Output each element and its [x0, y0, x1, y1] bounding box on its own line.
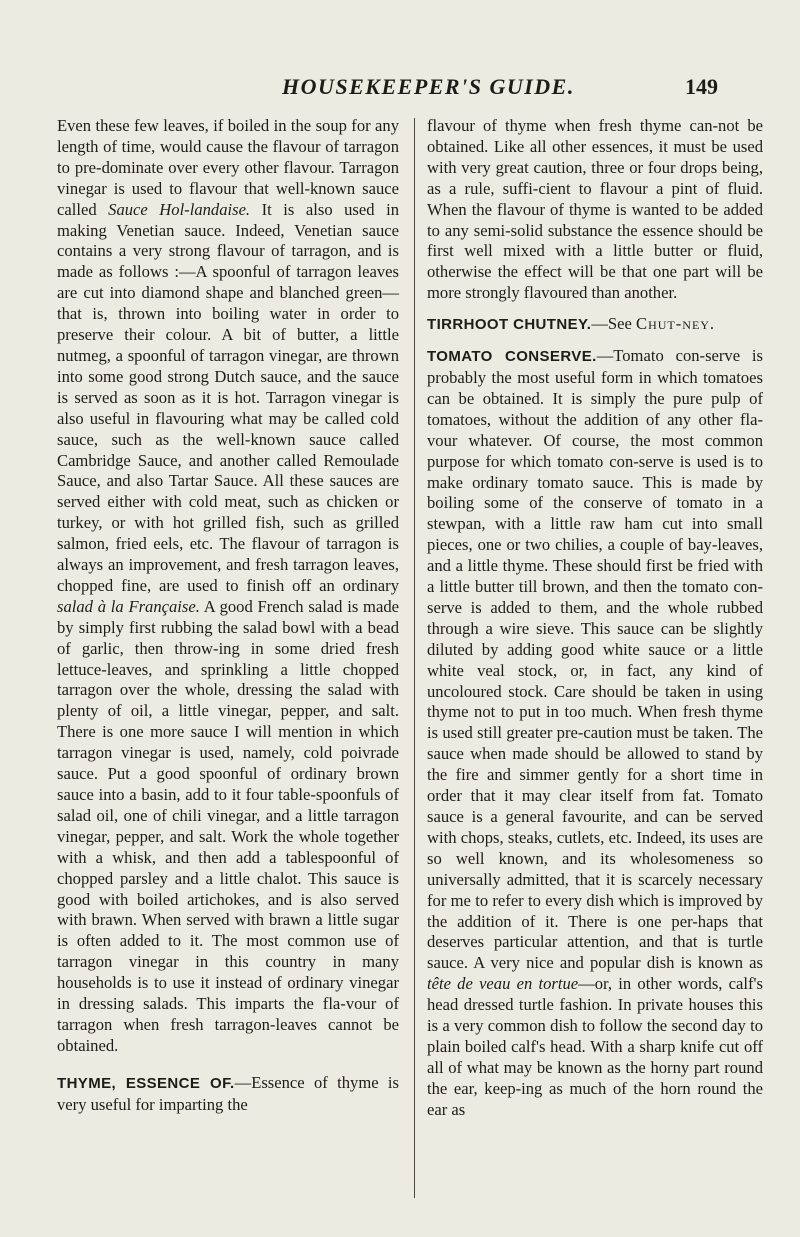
thyme-essence-text: —Essence of thyme is very useful for imparting the: [57, 1072, 399, 1114]
running-head: [0, 74, 800, 104]
tete-de-veau-term: tête de veau en tortue: [427, 974, 579, 994]
tarragon-text-2: It is also used in making Venetian sauce. Indeed, Venetian sauce contains a very strong flavour of tarragon, and is made as follows :—A spoonful of tarragon leaves are cut into diamond shape and blanched green—that is, thrown into boiling water in order to preserve their colour. A bit of butter, a little nutmeg, a spoonful of tarragon vinegar, are thrown into some good strong Dutch sauce, and the sauce is served as soon as it is hot. Tarragon vinegar is also useful in flavouring what may be called cold sauce, such as the well-known sauce called Cambridge Sauce, and another called Remoulade Sauce, and also Tartar Sauce. All these sauces are served either with cold meat, such as chicken or turkey, or with hot grilled fish, such as grilled salmon, fried eels, etc. The flavour of tarragon is always an improvement, and fresh tarragon leaves, chopped fine, are used to finish off an ordinary: [57, 199, 399, 595]
tirrhoot-chutney-entry: [427, 314, 763, 336]
tirrhoot-chutney-heading: TIRRHOOT CHUTNEY.: [427, 316, 592, 334]
tomato-conserve-text-2: —or, in other words, calf's head dressed turtle fashion. In private houses this is a very common dish to follow the second day to plain boiled calf's head. With a sharp knife cut off all of what may be known as the horny part round the ear, keep-ing as much of the horn round the ear as: [427, 974, 763, 1119]
thyme-essence-continued: flavour of thyme when fresh thyme can-not be obtained. Like all other essences, it must be used with very great caution, three or four drops being, as a rule, suffi-cient to flavour a pint of fluid. When the flavour of thyme is wanted to be added to any semi-solid substance the essence should be first well mixed with a little butter or fluid, otherwise the effect will be that one part will be more strongly flavoured than another.: [427, 116, 763, 303]
tarragon-text-3: A good French salad is made by simply first rubbing the salad bowl with a bead of garlic, then throw-ing in some dried fresh lettuce-leaves, and sprinkling a little chopped tarragon over the whole, dressing the salad with plenty of oil, a little vinegar, pepper, and salt. There is one more sauce I will mention in which tarragon vinegar is used, namely, cold poivrade sauce. Put a good spoonful of ordinary brown sauce into a basin, add to it four table-spoonfuls of salad oil, one of chili vinegar, and a little tarragon vinegar, pepper, and salt. Work the whole together with a whisk, and then add a tablespoonful of chopped parsley and a little chalot. This sauce is good with boiled artichokes, and is also served with brawn. When served with brawn a little sugar is often added to it. The most common use of tarragon vinegar in this country in many households is to use it instead of ordinary vinegar in dressing salads. This imparts the fla-vour of tarragon when fresh tarragon-leaves cannot be obtained.: [57, 596, 399, 1055]
thyme-essence-heading: THYME, ESSENCE OF.: [57, 1074, 235, 1092]
salad-francaise-term: salad à la Française.: [57, 596, 200, 616]
left-column: [57, 116, 399, 1116]
right-column: [427, 116, 763, 1121]
tarragon-text-1: Even these few leaves, if boiled in the soup for any length of time, would cause the flavour of tarragon to pre-dominate over every other flavour. Tarragon vinegar is used to flavour that well-known sauce called: [57, 116, 399, 219]
page-number: 149: [685, 74, 718, 99]
tomato-conserve-heading: TOMATO CONSERVE.: [427, 348, 597, 366]
chutney-cross-reference: Chut-ney.: [636, 314, 716, 334]
tirrhoot-see-text: —See: [591, 314, 637, 334]
tomato-conserve-entry: [427, 346, 763, 1121]
running-title: HOUSEKEEPER'S GUIDE.: [282, 74, 575, 99]
tarragon-paragraph: [57, 116, 399, 1057]
tomato-conserve-text-1: —Tomato con-serve is probably the most useful form in which tomatoes can be obtained. It is simply the pure pulp of tomatoes, without the addition of any other fla-vour whatever. Of course, the most common purpose for which tomato con-serve is used is to make ordinary tomato sauce. This is made by boiling some of the conserve of tomato in a stewpan, with a little raw ham cut into small pieces, one or two chilies, a couple of bay-leaves, and a little thyme. These should first be fried with a little butter till brown, and then the tomato con-serve is added to them, and the whole rubbed through a wire sieve. This sauce can be slightly diluted by adding good white sauce or a little white veal stock, or, in fact, any kind of uncoloured stock. Care should be taken in using thyme not to put in too much. When fresh thyme is used still greater pre-caution must be taken. The sauce when made should be allowed to stand by the fire and simmer gently for a short time in order that it may clear itself from fat. Tomato sauce is a general favourite, and can be served with chops, steaks, cutlets, etc. Indeed, its uses are so well known, and its wholesomeness so universally admitted, that it is scarcely necessary for me to refer to every dish which is improved by the addition of it. There is one per-haps that deserves particular attention, and that is turtle sauce. A very nice and popular dish is known as: [427, 346, 763, 973]
thyme-essence-entry: [57, 1073, 399, 1116]
column-divider: [414, 118, 415, 1198]
sauce-hollandaise-term: Sauce Hol-landaise.: [108, 199, 251, 219]
